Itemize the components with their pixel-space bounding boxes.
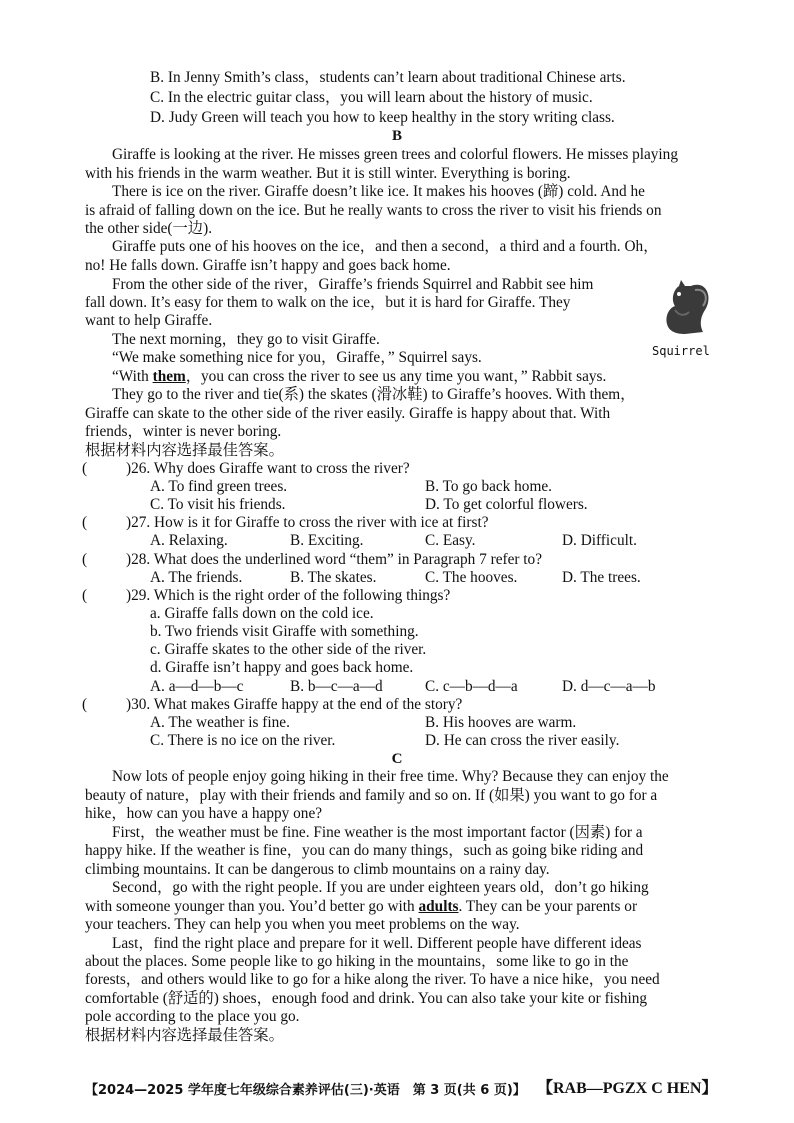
c-line: beauty of nature，play with their friends and family and so on. If (如果) you want to go for a [85, 787, 658, 804]
q29-event-d: d. Giraffe isn’t happy and goes back home. [150, 659, 414, 676]
q26-option-d: D. To get colorful flowers. [425, 496, 588, 513]
q30-stem: ( )30. What makes Giraffe happy at the end of the story? [82, 696, 463, 713]
q28-option-a: A. The friends. [150, 569, 243, 586]
c-line: about the places. Some people like to go hiking in the mountains，some like to go in the [85, 953, 629, 970]
section-c-heading: C [391, 751, 403, 767]
c-line: your teachers. They can help you when you meet problems on the way. [85, 916, 520, 933]
q29-event-c: c. Giraffe skates to the other side of the river. [150, 641, 427, 658]
c-line: Last，find the right place and prepare for it well. Different people have different ideas [112, 935, 642, 952]
q29-option-b: B. b—c—a—d [290, 678, 383, 695]
adults-underlined-word: adults [418, 898, 459, 915]
adults-before: with someone younger than you. You’d better go with [85, 898, 419, 915]
c-line: happy hike. If the weather is fine，you can do many things，such as going bike riding and [85, 842, 644, 859]
q28-option-b: B. The skates. [290, 569, 377, 586]
b-line: no! He falls down. Giraffe isn’t happy and goes back home. [85, 257, 451, 274]
b-line: want to help Giraffe. [85, 312, 213, 329]
squirrel-illustration [655, 276, 713, 338]
section-b-heading: B [391, 128, 402, 144]
q30-option-c: C. There is no ice on the river. [150, 732, 336, 749]
c-line: First，the weather must be fine. Fine weather is the most important factor (因素) for a [112, 824, 643, 841]
q27-option-c: C. Easy. [425, 532, 476, 549]
q28-option-d: D. The trees. [562, 569, 641, 586]
them-before: “With [112, 368, 153, 385]
them-after: ，you can cross the river to see us any time you want，” Rabbit says. [185, 368, 607, 385]
b-line: The next morning，they go to visit Giraffe. [112, 331, 380, 348]
footer-page-info: 【2024—2025 学年度七年级综合素养评估(三)·英语 第 3 页(共 6 页)】 [85, 1083, 526, 1098]
b-line: Giraffe puts one of his hooves on the ice，and then a second，a third and a fourth. Oh， [112, 238, 659, 255]
c-line: pole according to the place you go. [85, 1008, 300, 1025]
q29-option-c: C. c—b—d—a [425, 678, 518, 695]
c-instruction: 根据材料内容选择最佳答案。 [85, 1027, 284, 1044]
q30-option-d: D. He can cross the river easily. [425, 732, 620, 749]
c-line: comfortable (舒适的) shoes，enough food and drink. You can also take your kite or fishing [85, 990, 648, 1007]
them-underlined-word: them [152, 368, 186, 385]
b-line: is afraid of falling down on the ice. But he really wants to cross the river to visit his friends on [85, 202, 662, 219]
b-line: Giraffe can skate to the other side of the river easily. Giraffe is happy about that. With [85, 405, 611, 422]
b-line: fall down. It’s easy for them to walk on the ice，but it is hard for Giraffe. They [85, 294, 571, 311]
c-line: climbing mountains. It can be dangerous to climb mountains on a rainy day. [85, 861, 550, 878]
b-line: with his friends in the warm weather. But it is still winter. Everything is boring. [85, 165, 571, 182]
q26-option-b: B. To go back home. [425, 478, 552, 495]
b-line: There is ice on the river. Giraffe doesn’t like ice. It makes his hooves (蹄) cold. And he [112, 183, 645, 200]
b-line: friends，winter is never boring. [85, 423, 282, 440]
q28-option-c: C. The hooves. [425, 569, 518, 586]
q29-event-a: a. Giraffe falls down on the cold ice. [150, 605, 374, 622]
q29-event-b: b. Two friends visit Giraffe with something. [150, 623, 419, 640]
q27-option-b: B. Exciting. [290, 532, 364, 549]
b-line: Giraffe is looking at the river. He misses green trees and colorful flowers. He misses playing [112, 146, 678, 163]
b-line: From the other side of the river，Giraffe’s friends Squirrel and Rabbit see him [112, 276, 594, 293]
q27-option-a: A. Relaxing. [150, 532, 228, 549]
q26-option-a: A. To find green trees. [150, 478, 288, 495]
q26-stem: ( )26. Why does Giraffe want to cross the river? [82, 460, 410, 477]
c-line: hike，how can you have a happy one? [85, 805, 323, 822]
b-line: They go to the river and tie(系) the skates (滑冰鞋) to Giraffe’s hooves. With them， [112, 386, 636, 403]
c-line: Now lots of people enjoy going hiking in their free time. Why? Because they can enjoy the [112, 768, 669, 785]
q29-option-d: D. d—c—a—b [562, 678, 656, 695]
q30-option-a: A. The weather is fine. [150, 714, 290, 731]
prev-option-b: B. In Jenny Smith’s class，students can’t learn about traditional Chinese arts. [150, 69, 626, 86]
b-line: the other side(一边). [85, 220, 213, 237]
q30-option-b: B. His hooves are warm. [425, 714, 577, 731]
q27-stem: ( )27. How is it for Giraffe to cross the river with ice at first? [82, 514, 489, 531]
c-line: forests，and others would like to go for a hike along the river. To have a nice hike，you need [85, 971, 660, 988]
q27-option-d: D. Difficult. [562, 532, 637, 549]
q29-stem: ( )29. Which is the right order of the following things? [82, 587, 451, 604]
prev-option-c: C. In the electric guitar class，you will learn about the history of music. [150, 89, 593, 106]
q26-option-c: C. To visit his friends. [150, 496, 286, 513]
b-line-them [112, 368, 606, 386]
prev-option-d: D. Judy Green will teach you how to keep healthy in the story writing class. [150, 109, 615, 126]
adults-after: . They can be your parents or [458, 898, 638, 915]
b-line: “We make something nice for you，Giraffe，” Squirrel says. [112, 349, 482, 366]
c-line-adults [85, 898, 637, 916]
b-instruction: 根据材料内容选择最佳答案。 [85, 442, 284, 459]
footer-code: 【RAB—PGZX C HEN】 [537, 1080, 718, 1097]
q29-option-a: A. a—d—b—c [150, 678, 244, 695]
q28-stem: ( )28. What does the underlined word “them” in Paragraph 7 refer to? [82, 551, 542, 568]
c-line: Second，go with the right people. If you are under eighteen years old，don’t go hiking [112, 879, 649, 896]
squirrel-caption: Squirrel [652, 344, 710, 358]
